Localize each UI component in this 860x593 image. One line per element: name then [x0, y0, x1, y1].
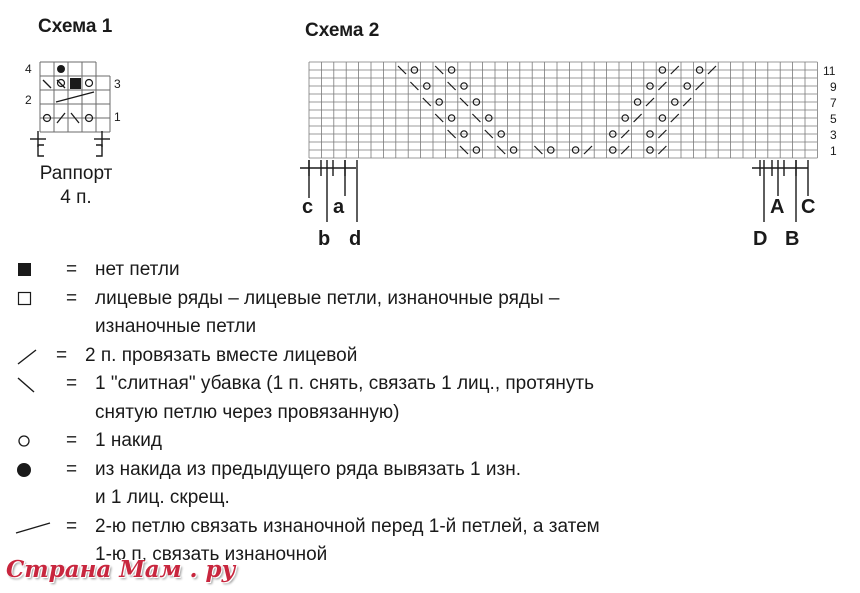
backslash-icon — [14, 370, 50, 399]
legend-equals: = — [66, 458, 78, 480]
scheme-2-title: Схема 2 — [305, 20, 380, 41]
site-watermark: Страна Мам . ру — [6, 556, 236, 583]
legend-row — [14, 370, 834, 399]
marker-label-B: B — [785, 228, 800, 250]
scheme-1-row-label: 4 — [25, 62, 32, 76]
marker-label-C: C — [801, 196, 816, 218]
legend-text: снятую петлю через провязанную) — [95, 401, 400, 423]
legend-equals: = — [66, 373, 78, 394]
scheme-2-chart — [0, 0, 860, 260]
legend-row — [14, 513, 834, 542]
legend-text: 1 "слитная" убавка (1 п. снять, связать 1 лиц., протянуть — [95, 373, 594, 394]
legend-row — [14, 342, 834, 371]
legend-text: нет петли — [95, 259, 180, 280]
legend-text: изнаночные петли — [95, 316, 257, 337]
long-slash-icon — [14, 513, 50, 542]
legend-row — [14, 456, 834, 485]
legend-text: 2-ю петлю связать изнаночной перед 1-й петлей, а затем — [95, 515, 600, 537]
legend — [14, 256, 834, 570]
rapport-count: 4 п. — [60, 187, 92, 208]
scheme-2-row-label: 3 — [830, 128, 837, 142]
circle-icon — [14, 427, 50, 456]
legend-equals: = — [66, 515, 78, 537]
empty-square-icon — [14, 285, 50, 314]
legend-row — [14, 256, 834, 285]
scheme-1-title: Схема 1 — [38, 16, 113, 37]
legend-equals: = — [56, 344, 68, 366]
rapport-label: Раппорт — [39, 163, 113, 184]
scheme-2-row-label: 5 — [830, 112, 837, 126]
legend-equals: = — [66, 430, 78, 451]
marker-label-c: c — [302, 196, 314, 218]
scheme-2-row-label: 9 — [830, 80, 837, 94]
scheme-2-row-label: 1 — [830, 144, 837, 158]
legend-text: из накида из предыдущего ряда вывязать 1 изн. — [95, 458, 521, 480]
filled-square-icon — [14, 256, 50, 285]
scheme-1-row-label: 2 — [25, 93, 32, 107]
legend-text: 2 п. провязать вместе лицевой — [85, 344, 358, 366]
legend-text: лицевые ряды – лицевые петли, изнаночные ряды – — [95, 287, 560, 309]
legend-text: 1-ю п. связать изнаночной — [95, 544, 328, 565]
marker-label-a: a — [333, 196, 345, 218]
scheme-2-grid — [309, 62, 817, 158]
dot-icon — [14, 456, 50, 485]
scheme-1-row-label: 3 — [114, 77, 121, 91]
marker-label-b: b — [318, 228, 331, 250]
marker-label-d: d — [349, 228, 362, 250]
legend-row — [14, 313, 834, 342]
legend-row — [14, 484, 834, 513]
legend-row — [14, 285, 834, 314]
legend-row — [14, 399, 834, 428]
legend-equals: = — [66, 259, 78, 280]
scheme-2-row-label: 7 — [830, 96, 837, 110]
scheme-2-markers — [300, 160, 808, 222]
slash-icon — [14, 342, 50, 371]
legend-text: 1 накид — [95, 430, 162, 451]
scheme-1-row-label: 1 — [114, 110, 121, 124]
scheme-2-row-label: 11 — [823, 64, 836, 78]
legend-row — [14, 427, 834, 456]
marker-label-D: D — [753, 228, 768, 250]
legend-equals: = — [66, 287, 78, 309]
marker-label-A: A — [770, 196, 785, 218]
legend-text: и 1 лиц. скрещ. — [95, 487, 230, 508]
